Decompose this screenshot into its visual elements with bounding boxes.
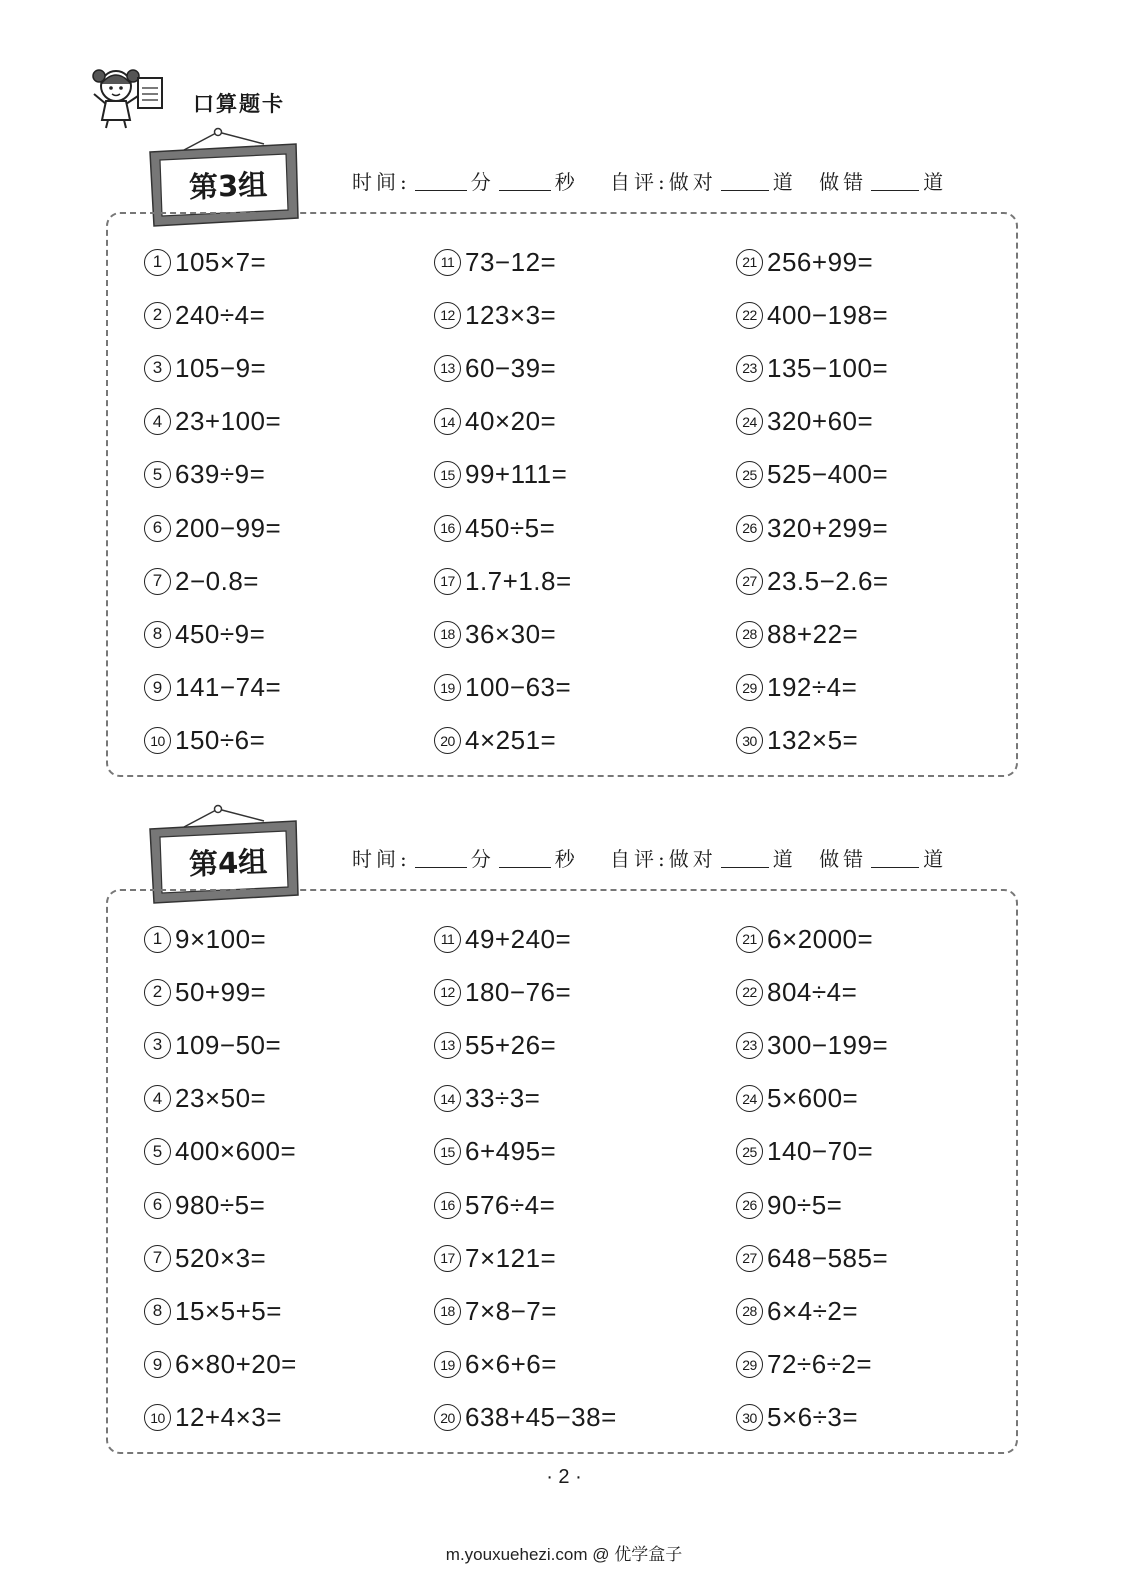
wrong-unit: 道 bbox=[923, 847, 948, 871]
problem-number: 12 bbox=[434, 302, 461, 329]
correct-blank[interactable] bbox=[721, 867, 769, 868]
problem-expression: 576÷4= bbox=[465, 1189, 556, 1220]
problem-item bbox=[434, 919, 571, 959]
time-label: 时间: bbox=[352, 170, 411, 194]
problem-expression: 200−99= bbox=[175, 512, 282, 543]
problem-expression: 135−100= bbox=[767, 352, 889, 383]
problem-item bbox=[736, 402, 873, 442]
problem-number: 19 bbox=[434, 1351, 461, 1378]
problem-expression: 12+4×3= bbox=[175, 1402, 282, 1433]
problem-item bbox=[144, 242, 266, 282]
problem-item bbox=[144, 1291, 282, 1331]
problem-number: 10 bbox=[144, 1404, 171, 1431]
problem-expression: 4×251= bbox=[465, 725, 557, 756]
problem-number: 8 bbox=[144, 1298, 171, 1325]
wrong-blank[interactable] bbox=[871, 190, 919, 191]
problem-item bbox=[434, 1079, 540, 1119]
problem-number: 20 bbox=[434, 727, 461, 754]
self-eval-meta bbox=[610, 166, 947, 195]
problem-item bbox=[434, 242, 556, 282]
problem-expression: 141−74= bbox=[175, 672, 282, 703]
problem-item bbox=[144, 721, 265, 761]
problem-item bbox=[434, 561, 572, 601]
problem-expression: 100−63= bbox=[465, 672, 572, 703]
self-eval-label: 自评:做对 bbox=[610, 170, 717, 194]
problem-number: 30 bbox=[736, 1404, 763, 1431]
problem-expression: 450÷5= bbox=[465, 512, 556, 543]
problem-expression: 6×6+6= bbox=[465, 1349, 557, 1380]
problem-expression: 9×100= bbox=[175, 923, 267, 954]
problem-item bbox=[144, 348, 266, 388]
problem-number: 8 bbox=[144, 621, 171, 648]
problem-item bbox=[144, 455, 265, 495]
problem-item bbox=[434, 1291, 557, 1331]
problem-item bbox=[736, 1291, 858, 1331]
mascot-icon bbox=[88, 64, 170, 130]
problem-number: 29 bbox=[736, 674, 763, 701]
problem-item bbox=[144, 1132, 296, 1172]
problem-number: 22 bbox=[736, 979, 763, 1006]
problem-item bbox=[736, 348, 888, 388]
problem-item bbox=[736, 242, 873, 282]
problem-expression: 40×20= bbox=[465, 406, 557, 437]
min-unit: 分 bbox=[470, 170, 495, 194]
problem-number: 18 bbox=[434, 1298, 461, 1325]
time-meta bbox=[352, 843, 579, 872]
problem-item bbox=[736, 1345, 872, 1385]
problem-number: 26 bbox=[736, 515, 763, 542]
problem-item bbox=[736, 1025, 888, 1065]
correct-unit: 道 bbox=[772, 847, 797, 871]
problem-number: 24 bbox=[736, 408, 763, 435]
problem-number: 15 bbox=[434, 461, 461, 488]
problem-item bbox=[144, 972, 266, 1012]
problem-item bbox=[434, 614, 556, 654]
problem-item bbox=[736, 721, 858, 761]
problem-number: 11 bbox=[434, 926, 461, 953]
wrong-blank[interactable] bbox=[871, 867, 919, 868]
problem-expression: 400−198= bbox=[767, 299, 889, 330]
problem-item bbox=[144, 295, 265, 335]
problem-expression: 7×121= bbox=[465, 1242, 557, 1273]
problem-expression: 72÷6÷2= bbox=[767, 1349, 873, 1380]
problem-number: 1 bbox=[144, 249, 171, 276]
problem-item bbox=[144, 508, 281, 548]
problem-number: 27 bbox=[736, 568, 763, 595]
group-title: 第3组 bbox=[188, 167, 268, 205]
problem-item bbox=[736, 614, 858, 654]
problem-item bbox=[434, 508, 555, 548]
wrong-unit: 道 bbox=[923, 170, 948, 194]
wrong-label: 做错 bbox=[819, 170, 868, 194]
correct-blank[interactable] bbox=[721, 190, 769, 191]
problem-expression: 980÷5= bbox=[175, 1189, 266, 1220]
problem-item bbox=[736, 1238, 888, 1278]
problem-expression: 180−76= bbox=[465, 976, 572, 1007]
problem-expression: 15×5+5= bbox=[175, 1295, 282, 1326]
time-meta bbox=[352, 166, 579, 195]
sec-unit: 秒 bbox=[554, 170, 579, 194]
problem-number: 9 bbox=[144, 674, 171, 701]
problem-expression: 1.7+1.8= bbox=[465, 565, 572, 596]
problem-number: 20 bbox=[434, 1404, 461, 1431]
problem-expression: 123×3= bbox=[465, 299, 557, 330]
problem-item bbox=[434, 1398, 617, 1438]
problem-number: 29 bbox=[736, 1351, 763, 1378]
problem-item bbox=[144, 402, 281, 442]
problem-expression: 90÷5= bbox=[767, 1189, 843, 1220]
problem-number: 27 bbox=[736, 1245, 763, 1272]
problem-expression: 400×600= bbox=[175, 1136, 297, 1167]
problem-item bbox=[144, 1345, 297, 1385]
problem-item bbox=[434, 455, 567, 495]
problem-expression: 6+495= bbox=[465, 1136, 557, 1167]
problem-expression: 525−400= bbox=[767, 459, 889, 490]
minutes-blank[interactable] bbox=[415, 190, 467, 191]
problem-item bbox=[434, 1345, 557, 1385]
problem-item bbox=[736, 1398, 858, 1438]
page-number: · 2 · bbox=[546, 1466, 582, 1488]
problem-item bbox=[736, 919, 873, 959]
problem-expression: 60−39= bbox=[465, 352, 557, 383]
problem-number: 12 bbox=[434, 979, 461, 1006]
problem-item bbox=[434, 1238, 556, 1278]
problem-item bbox=[144, 919, 266, 959]
seconds-blank[interactable] bbox=[499, 867, 551, 868]
seconds-blank[interactable] bbox=[499, 190, 551, 191]
problem-number: 26 bbox=[736, 1192, 763, 1219]
problem-expression: 320+60= bbox=[767, 406, 874, 437]
problem-number: 30 bbox=[736, 727, 763, 754]
correct-unit: 道 bbox=[772, 170, 797, 194]
problem-number: 4 bbox=[144, 1085, 171, 1112]
problem-number: 21 bbox=[736, 926, 763, 953]
page-title: 口算题卡 bbox=[193, 92, 285, 116]
problem-item bbox=[144, 668, 281, 708]
problem-expression: 5×600= bbox=[767, 1083, 859, 1114]
problem-expression: 33÷3= bbox=[465, 1083, 541, 1114]
problem-expression: 150÷6= bbox=[175, 725, 266, 756]
problem-number: 13 bbox=[434, 1032, 461, 1059]
problem-item bbox=[434, 1132, 556, 1172]
problem-expression: 23+100= bbox=[175, 406, 282, 437]
problem-item bbox=[144, 1398, 282, 1438]
problem-number: 10 bbox=[144, 727, 171, 754]
problem-expression: 109−50= bbox=[175, 1029, 282, 1060]
problem-number: 28 bbox=[736, 1298, 763, 1325]
problem-number: 17 bbox=[434, 568, 461, 595]
problem-expression: 648−585= bbox=[767, 1242, 889, 1273]
self-eval-meta bbox=[610, 843, 947, 872]
problem-item bbox=[144, 1238, 266, 1278]
problem-expression: 520×3= bbox=[175, 1242, 267, 1273]
problem-item bbox=[434, 295, 556, 335]
problem-item bbox=[434, 972, 571, 1012]
problem-item bbox=[434, 1185, 555, 1225]
problem-expression: 73−12= bbox=[465, 246, 557, 277]
problem-expression: 6×2000= bbox=[767, 923, 874, 954]
problem-item bbox=[736, 972, 857, 1012]
problem-number: 16 bbox=[434, 515, 461, 542]
problem-expression: 300−199= bbox=[767, 1029, 889, 1060]
problem-number: 6 bbox=[144, 515, 171, 542]
problem-number: 3 bbox=[144, 1032, 171, 1059]
problem-number: 2 bbox=[144, 302, 171, 329]
problem-expression: 638+45−38= bbox=[465, 1402, 617, 1433]
problem-number: 1 bbox=[144, 926, 171, 953]
problem-number: 6 bbox=[144, 1192, 171, 1219]
problem-expression: 50+99= bbox=[175, 976, 267, 1007]
problem-item bbox=[434, 668, 571, 708]
problem-item bbox=[736, 295, 888, 335]
problem-item bbox=[434, 402, 556, 442]
problem-number: 22 bbox=[736, 302, 763, 329]
problem-number: 5 bbox=[144, 461, 171, 488]
problem-item bbox=[434, 721, 556, 761]
problem-item bbox=[736, 508, 888, 548]
problem-number: 7 bbox=[144, 568, 171, 595]
problem-item bbox=[144, 1025, 281, 1065]
problem-item bbox=[736, 1132, 873, 1172]
problem-number: 5 bbox=[144, 1138, 171, 1165]
problem-expression: 105×7= bbox=[175, 246, 267, 277]
problem-expression: 99+111= bbox=[465, 459, 568, 490]
problem-number: 24 bbox=[736, 1085, 763, 1112]
problem-number: 2 bbox=[144, 979, 171, 1006]
problem-item bbox=[736, 455, 888, 495]
problem-item bbox=[736, 561, 889, 601]
problem-expression: 6×4÷2= bbox=[767, 1295, 859, 1326]
sec-unit: 秒 bbox=[554, 847, 579, 871]
problem-number: 25 bbox=[736, 461, 763, 488]
self-eval-label: 自评:做对 bbox=[610, 847, 717, 871]
minutes-blank[interactable] bbox=[415, 867, 467, 868]
problem-expression: 55+26= bbox=[465, 1029, 557, 1060]
problem-expression: 23.5−2.6= bbox=[767, 565, 889, 596]
problem-expression: 105−9= bbox=[175, 352, 267, 383]
problem-number: 7 bbox=[144, 1245, 171, 1272]
problem-number: 13 bbox=[434, 355, 461, 382]
problem-number: 14 bbox=[434, 408, 461, 435]
problem-number: 14 bbox=[434, 1085, 461, 1112]
problem-number: 19 bbox=[434, 674, 461, 701]
problem-number: 23 bbox=[736, 355, 763, 382]
problem-number: 3 bbox=[144, 355, 171, 382]
problem-number: 11 bbox=[434, 249, 461, 276]
group-title: 第4组 bbox=[188, 844, 268, 882]
problem-expression: 320+299= bbox=[767, 512, 889, 543]
problem-expression: 256+99= bbox=[767, 246, 874, 277]
problem-expression: 450÷9= bbox=[175, 618, 266, 649]
problem-number: 17 bbox=[434, 1245, 461, 1272]
problem-number: 9 bbox=[144, 1351, 171, 1378]
page-header bbox=[88, 64, 488, 134]
problem-item bbox=[144, 1185, 265, 1225]
wrong-label: 做错 bbox=[819, 847, 868, 871]
problem-item bbox=[434, 348, 556, 388]
problem-number: 16 bbox=[434, 1192, 461, 1219]
problem-expression: 6×80+20= bbox=[175, 1349, 297, 1380]
problem-expression: 192÷4= bbox=[767, 672, 858, 703]
problem-expression: 88+22= bbox=[767, 618, 859, 649]
problem-expression: 5×6÷3= bbox=[767, 1402, 859, 1433]
problem-expression: 639÷9= bbox=[175, 459, 266, 490]
problem-item bbox=[144, 614, 265, 654]
problem-number: 15 bbox=[434, 1138, 461, 1165]
min-unit: 分 bbox=[470, 847, 495, 871]
problem-number: 4 bbox=[144, 408, 171, 435]
problem-item bbox=[144, 561, 259, 601]
problem-expression: 804÷4= bbox=[767, 976, 858, 1007]
problem-item bbox=[434, 1025, 556, 1065]
problem-number: 25 bbox=[736, 1138, 763, 1165]
problem-item bbox=[144, 1079, 266, 1119]
problem-expression: 49+240= bbox=[465, 923, 572, 954]
problem-expression: 2−0.8= bbox=[175, 565, 259, 596]
watermark: m.youxuehezi.com @ 优学盒子 bbox=[445, 1545, 683, 1564]
time-label: 时间: bbox=[352, 847, 411, 871]
problem-item bbox=[736, 668, 857, 708]
problem-expression: 132×5= bbox=[767, 725, 859, 756]
problem-number: 23 bbox=[736, 1032, 763, 1059]
problem-expression: 7×8−7= bbox=[465, 1295, 557, 1326]
problem-item bbox=[736, 1079, 858, 1119]
problem-expression: 140−70= bbox=[767, 1136, 874, 1167]
problem-expression: 36×30= bbox=[465, 618, 557, 649]
problem-number: 18 bbox=[434, 621, 461, 648]
problem-item bbox=[736, 1185, 842, 1225]
problem-expression: 240÷4= bbox=[175, 299, 266, 330]
problem-number: 28 bbox=[736, 621, 763, 648]
problem-number: 21 bbox=[736, 249, 763, 276]
problem-expression: 23×50= bbox=[175, 1083, 267, 1114]
